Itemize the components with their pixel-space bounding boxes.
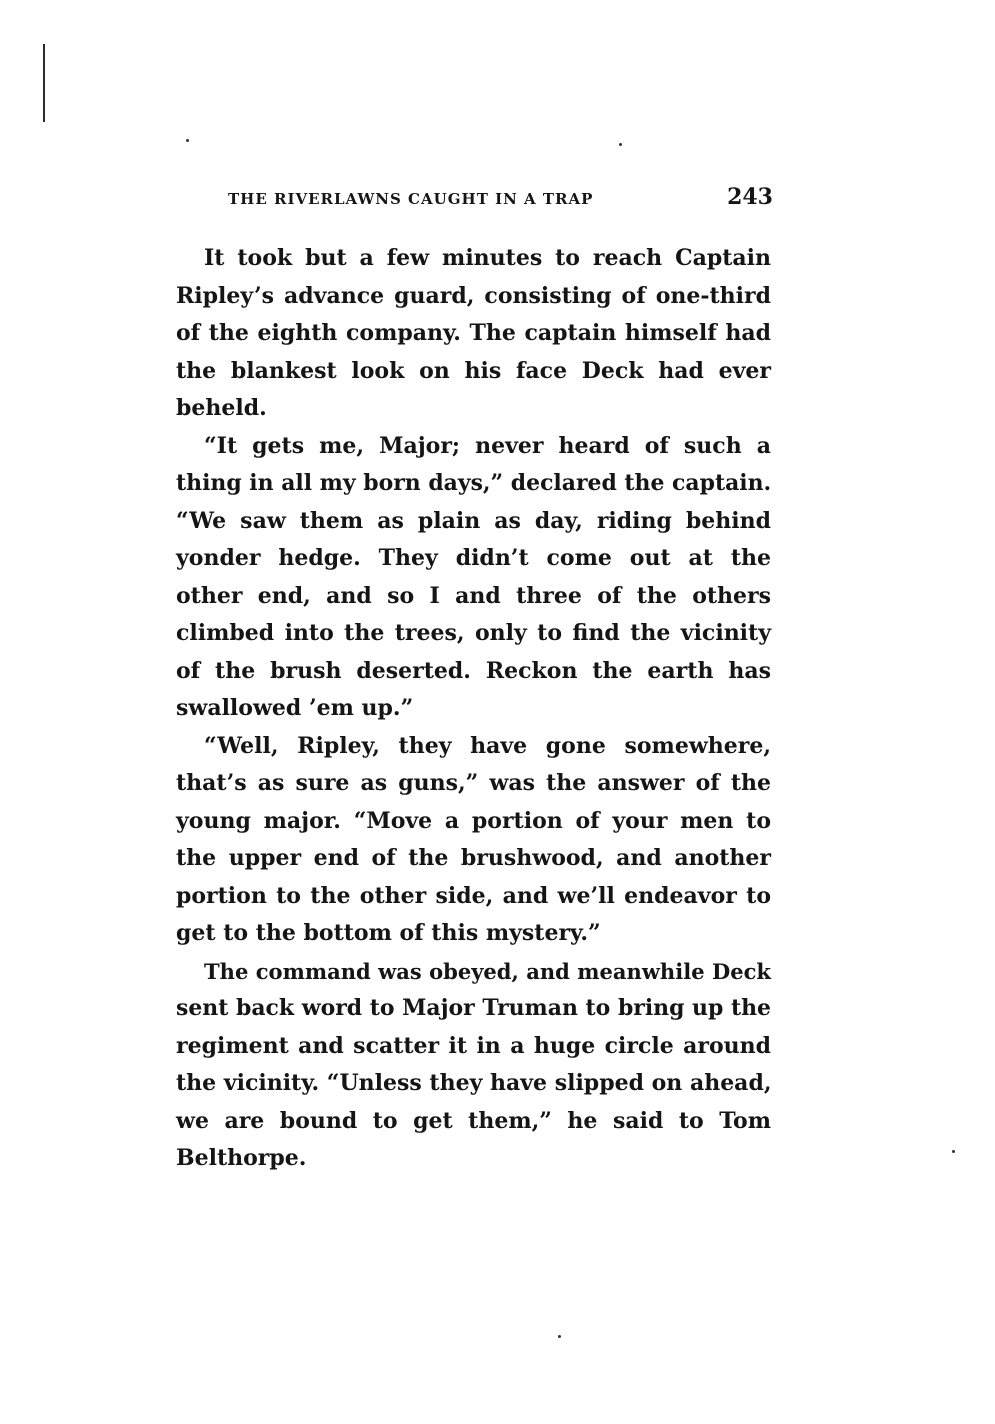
text-line: the blankest look on his face Deck had ever — [176, 357, 771, 384]
text-line: The command was obeyed, and meanwhile Deck — [204, 958, 771, 984]
text-line: sent back word to Major Truman to bring up the — [176, 995, 771, 1021]
text-line: of the eighth company. The captain himself had — [176, 320, 771, 346]
text-line: get to the bottom of this mystery.” — [176, 920, 601, 946]
running-title: THE RIVERLAWNS CAUGHT IN A TRAP — [228, 190, 594, 208]
text-line: the vicinity. “Unless they have slipped on ahead, — [176, 1070, 772, 1096]
scan-speck — [952, 1150, 955, 1153]
scan-speck — [619, 143, 622, 146]
scan-speck — [558, 1335, 561, 1338]
page-number: 243 — [727, 184, 773, 210]
text-line: other end, and so I and three of the others — [176, 582, 771, 609]
text-line: thing in all my born days,” declared the captain. — [176, 470, 772, 496]
running-head — [228, 184, 773, 218]
text-line: we are bound to get them,” he said to Tom — [176, 1107, 771, 1134]
paragraph-1 — [176, 240, 771, 428]
text-line: climbed into the trees, only to find the vicinity — [176, 620, 771, 646]
text-line: beheld. — [176, 395, 267, 421]
text-line: regiment and scatter it in a huge circle around — [176, 1032, 771, 1059]
paragraph-3 — [176, 728, 771, 953]
paragraph-2 — [176, 428, 771, 728]
text-line: yonder hedge. They didn’t come out at the — [176, 545, 771, 571]
scan-speck — [186, 139, 189, 142]
text-line: young major. “Move a portion of your men to — [176, 807, 771, 834]
text-line: “Well, Ripley, they have gone somewhere, — [204, 732, 771, 759]
text-line: of the brush deserted. Reckon the earth has — [176, 657, 771, 684]
text-line: portion to the other side, and we’ll endeavor to — [176, 882, 771, 909]
body-text — [176, 240, 771, 1178]
text-line: “It gets me, Major; never heard of such a — [204, 432, 771, 459]
text-line: Ripley’s advance guard, consisting of one-third — [176, 282, 771, 309]
scan-margin-line — [43, 44, 45, 122]
text-line: It took but a few minutes to reach Captain — [204, 245, 771, 271]
text-line: that’s as sure as guns,” was the answer of the — [176, 770, 771, 796]
text-line: swallowed ’em up.” — [176, 695, 414, 721]
text-line: the upper end of the brushwood, and another — [176, 845, 771, 871]
paragraph-4 — [176, 953, 771, 1178]
text-line: “We saw them as plain as day, riding behind — [176, 507, 771, 534]
text-line: Belthorpe. — [176, 1145, 307, 1171]
